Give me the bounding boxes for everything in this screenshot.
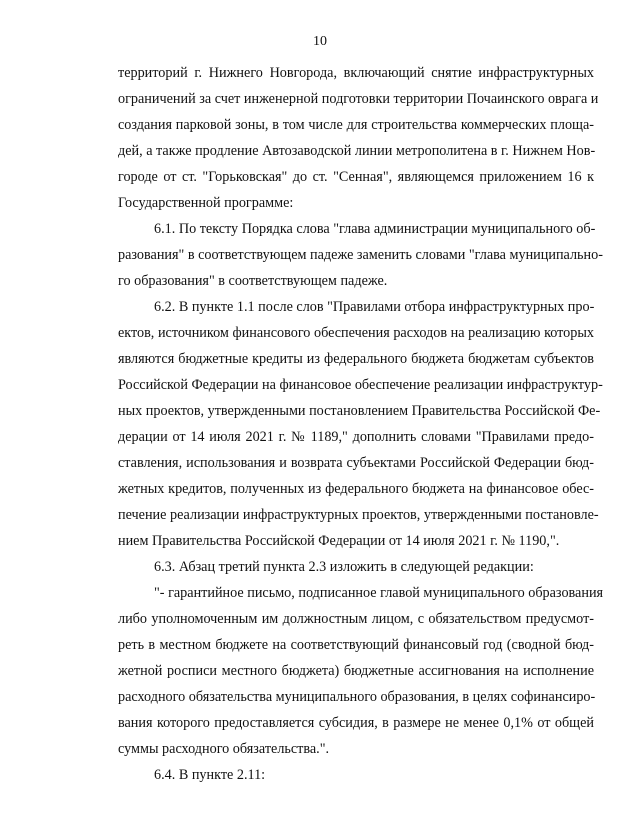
- document-body: [118, 60, 604, 788]
- text-line: печение реализации инфраструктурных проектов, утвержденными постановле-: [118, 507, 599, 523]
- paragraph-item-6-2: [118, 294, 603, 554]
- text-line: го образования" в соответствующем падеже.: [118, 273, 388, 289]
- text-line: нием Правительства Российской Федерации от 14 июля 2021 г. № 1190,".: [118, 533, 560, 549]
- text-line: являются бюджетные кредиты из федерального бюджета бюджетам субъектов: [118, 351, 594, 367]
- text-line: жетных кредитов, полученных из федерального бюджета на финансовое обес-: [118, 481, 594, 497]
- text-line: ектов, источником финансового обеспечения расходов на реализацию которых: [118, 325, 594, 341]
- text-line: 6.3. Абзац третий пункта 2.3 изложить в следующей редакции:: [154, 559, 534, 575]
- text-line: ных проектов, утвержденными постановлением Правительства Российской Фе-: [118, 403, 601, 419]
- text-line: Российской Федерации на финансовое обеспечение реализации инфраструктур-: [118, 377, 603, 393]
- text-line: Государственной программе:: [118, 195, 294, 211]
- text-line: 6.2. В пункте 1.1 после слов "Правилами отбора инфраструктурных про-: [154, 299, 595, 315]
- text-line: территорий г. Нижнего Новгорода, включающий снятие инфраструктурных: [118, 65, 594, 81]
- text-line: либо уполномоченным им должностным лицом, с обязательством предусмот-: [118, 611, 594, 627]
- page-number: 10: [313, 34, 327, 49]
- text-line: расходного обязательства муниципального образования, в целях софинансиро-: [118, 689, 596, 705]
- text-line: жетной росписи местного бюджета) бюджетные ассигнования на исполнение: [118, 663, 594, 679]
- text-line: 6.1. По тексту Порядка слова "глава администрации муниципального об-: [154, 221, 596, 237]
- text-line: ограничений за счет инженерной подготовки территории Почаинского оврага и: [118, 91, 599, 107]
- paragraph-item-6-3-quote: [118, 580, 604, 762]
- text-line: дерации от 14 июля 2021 г. № 1189," дополнить словами "Правилами предо-: [118, 429, 594, 445]
- paragraph-item-6-3: [118, 554, 594, 580]
- text-line: ставления, использования и возврата субъектами Российской Федерации бюд-: [118, 455, 594, 471]
- text-line: вания которого предоставляется субсидия, в размере не менее 0,1% от общей: [118, 715, 594, 731]
- text-line: дей, а также продление Автозаводской линии метрополитена в г. Нижнем Нов-: [118, 143, 596, 159]
- paragraph-intro-continued: [118, 60, 599, 216]
- paragraph-item-6-1: [118, 216, 603, 294]
- text-line: суммы расходного обязательства.".: [118, 741, 330, 757]
- text-line: "- гарантийное письмо, подписанное главой муниципального образования: [154, 585, 604, 601]
- text-line: создания парковой зоны, в том числе для строительства коммерческих площа-: [118, 117, 594, 133]
- text-line: реть в местном бюджете на соответствующий финансовый год (сводной бюд-: [118, 637, 594, 653]
- paragraph-item-6-4: [118, 762, 594, 788]
- text-line: разования" в соответствующем падеже заменить словами "глава муниципально-: [118, 247, 603, 263]
- text-line: 6.4. В пункте 2.11:: [154, 767, 266, 783]
- text-line: городе от ст. "Горьковская" до ст. "Сенная", являющемся приложением 16 к: [118, 169, 594, 185]
